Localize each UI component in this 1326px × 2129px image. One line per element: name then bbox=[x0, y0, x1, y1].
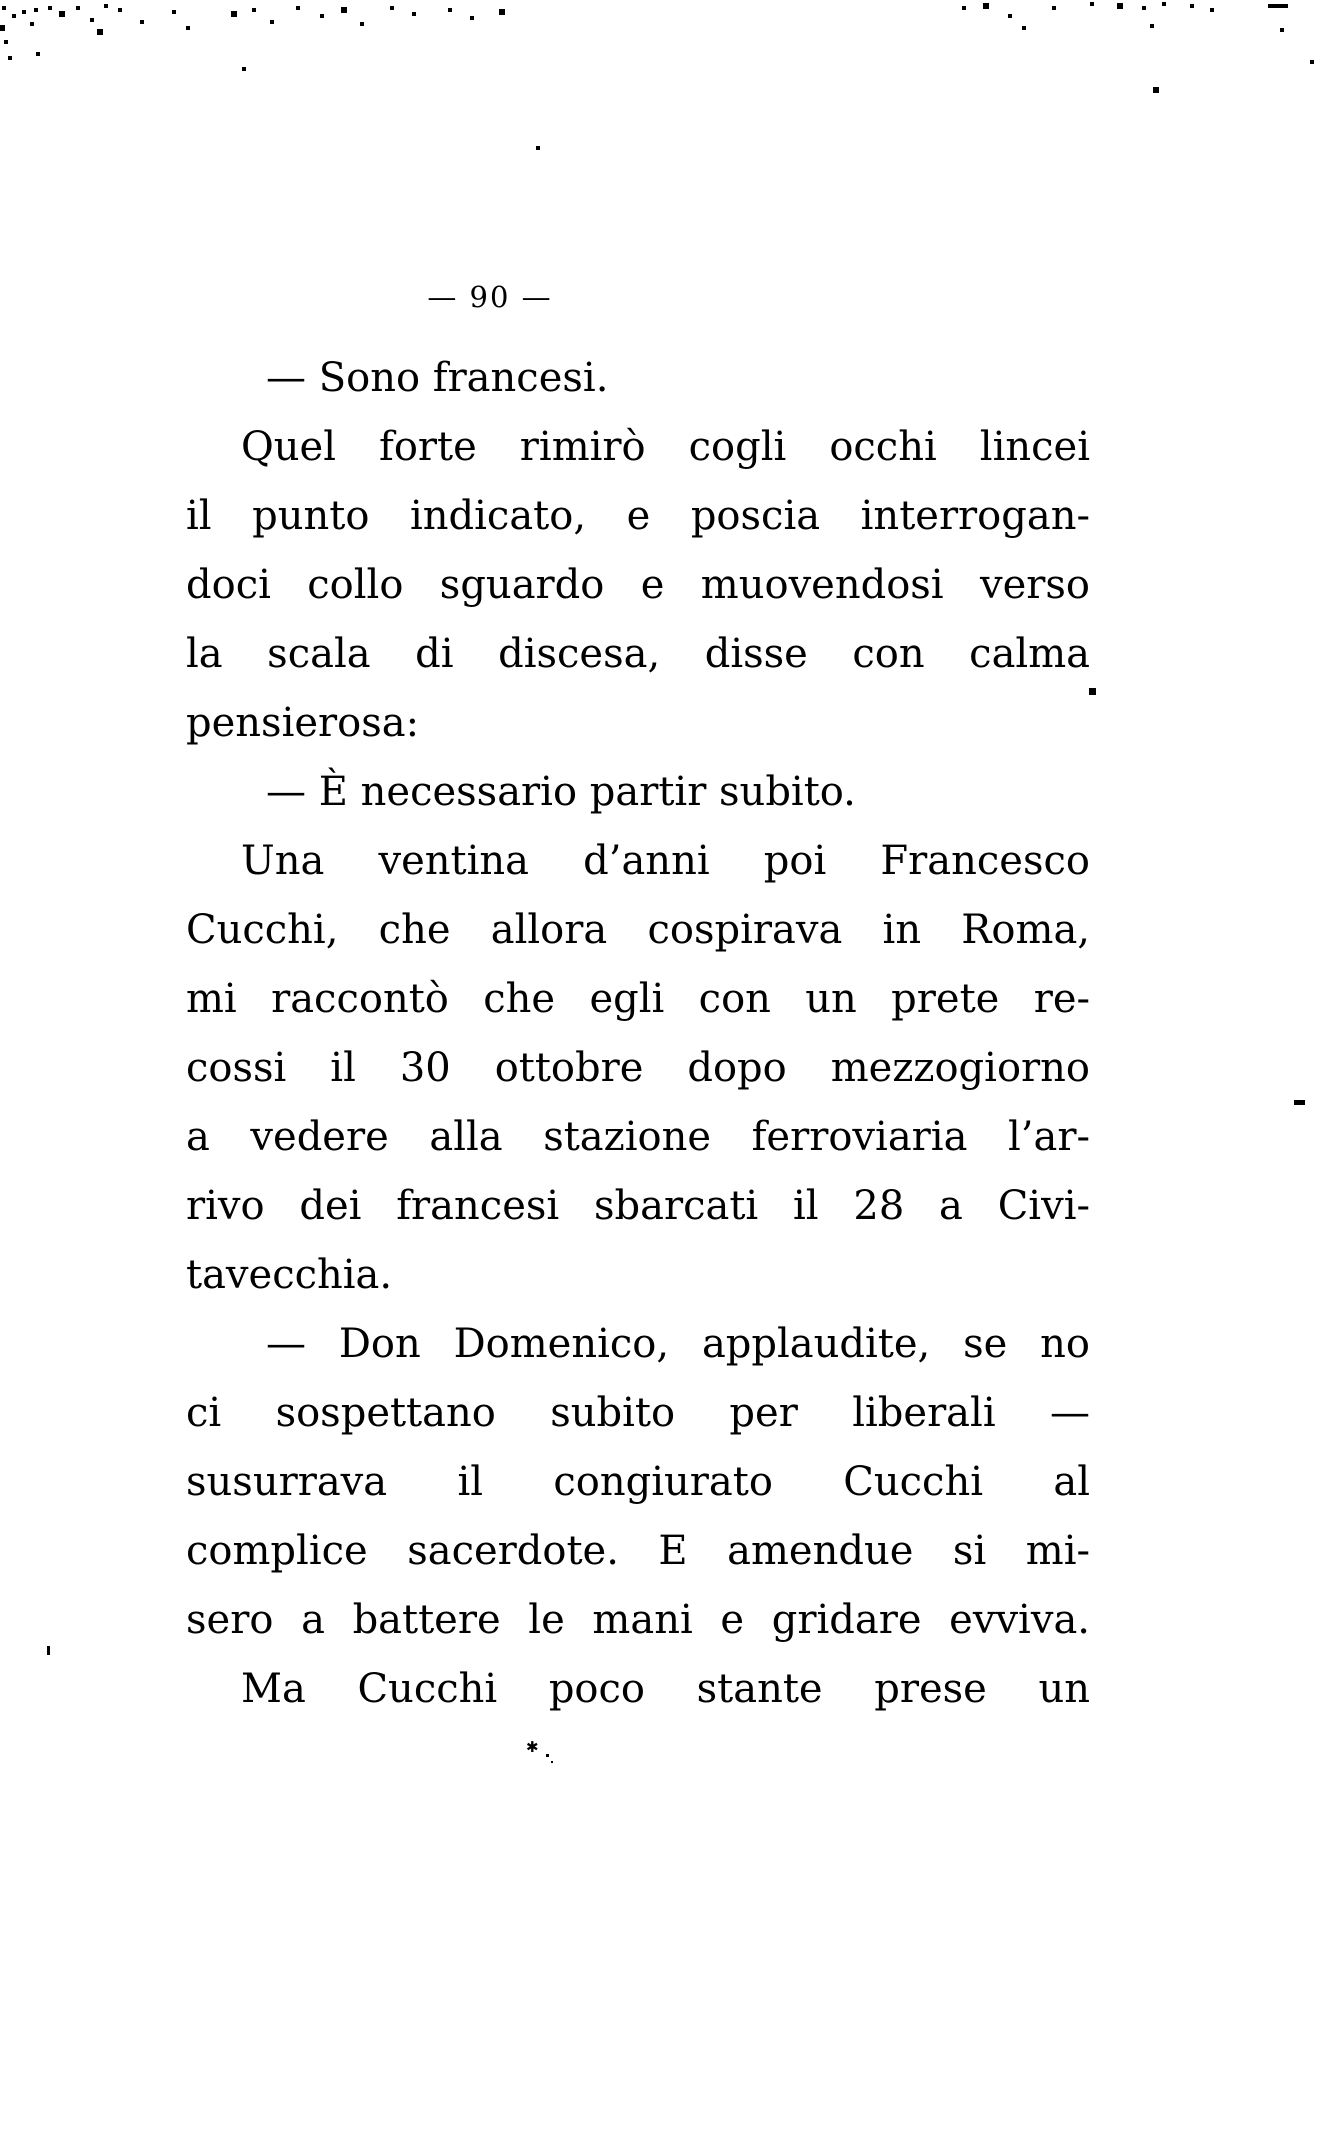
text-line: ci sospettano subito per liberali — bbox=[186, 1390, 1090, 1436]
text-line: mi raccontò che egli con un prete re- bbox=[186, 976, 1090, 1022]
text-line: — Sono francesi. bbox=[266, 355, 609, 401]
text-line: — Don Domenico, applaudite, se no bbox=[266, 1321, 1090, 1367]
page-number: — 90 — bbox=[427, 280, 553, 314]
scan-mark-tick-left-margin bbox=[47, 1646, 50, 1655]
text-line: sero a battere le mani e gridare evviva. bbox=[186, 1597, 1090, 1643]
printers-mark-glyph: ✱ bbox=[526, 1738, 539, 1756]
scan-mark-dash-top bbox=[1268, 4, 1288, 8]
text-line: Una ventina d’anni poi Francesco bbox=[241, 838, 1090, 884]
scan-mark-dot-right-margin bbox=[1089, 688, 1096, 695]
text-line: a vedere alla stazione ferroviaria l’ar- bbox=[186, 1114, 1090, 1160]
text-line: doci collo sguardo e muovendosi verso bbox=[186, 562, 1090, 608]
printers-mark-speck bbox=[546, 1754, 549, 1757]
text-line: cossi il 30 ottobre dopo mezzogiorno bbox=[186, 1045, 1090, 1091]
text-line: susurrava il congiurato Cucchi al bbox=[186, 1459, 1090, 1505]
printers-mark-speck bbox=[551, 1761, 553, 1763]
text-line: Ma Cucchi poco stante prese un bbox=[241, 1666, 1090, 1712]
text-line: pensierosa: bbox=[186, 700, 420, 746]
scan-mark-dash-right-margin bbox=[1294, 1100, 1305, 1105]
printers-mark bbox=[526, 1740, 539, 1755]
text-line: rivo dei francesi sbarcati il 28 a Civi- bbox=[186, 1183, 1090, 1229]
scan-noise bbox=[2, 6, 6, 10]
text-line: il punto indicato, e poscia interrogan- bbox=[186, 493, 1090, 539]
text-line: complice sacerdote. E amendue si mi- bbox=[186, 1528, 1090, 1574]
text-line: Cucchi, che allora cospirava in Roma, bbox=[186, 907, 1090, 953]
text-line: — È necessario partir subito. bbox=[266, 769, 856, 815]
text-line: Quel forte rimirò cogli occhi lincei bbox=[241, 424, 1090, 470]
text-line: tavecchia. bbox=[186, 1252, 393, 1298]
text-line: la scala di discesa, disse con calma bbox=[186, 631, 1090, 677]
body-text bbox=[186, 344, 1090, 1724]
